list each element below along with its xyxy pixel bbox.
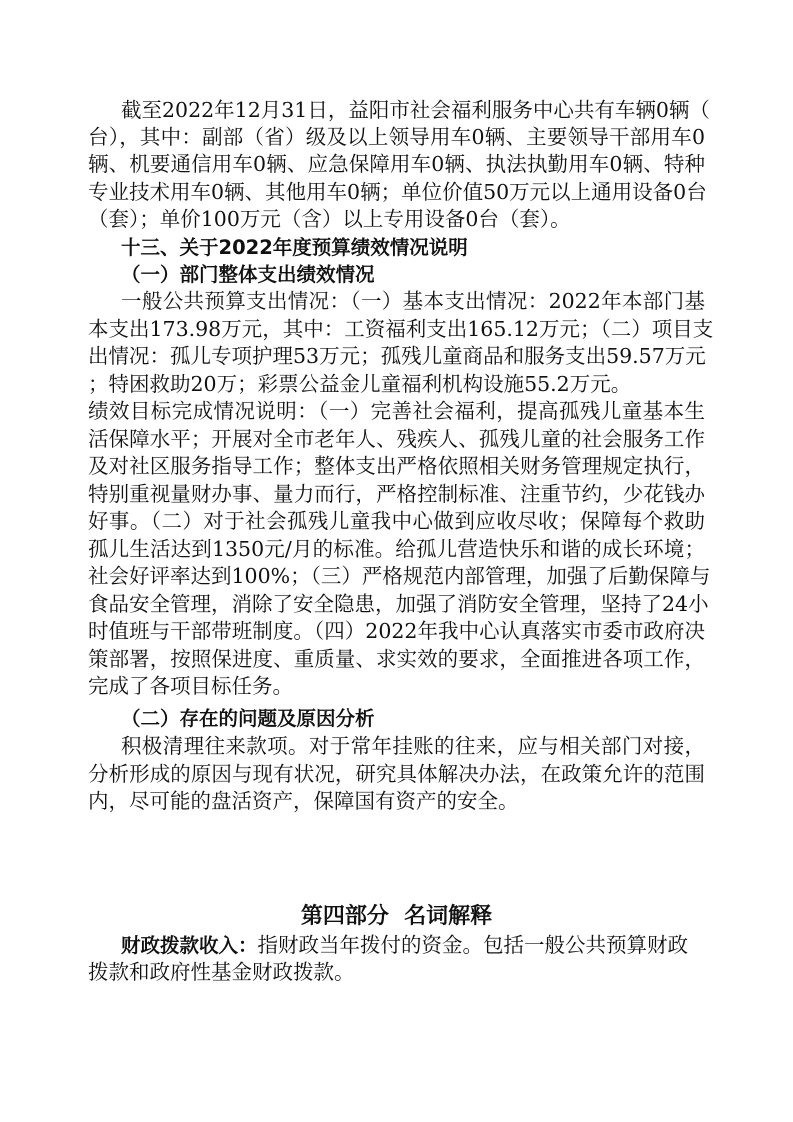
paragraph-line: 内，尽可能的盘活资产，保障国有资产的安全。: [88, 789, 519, 813]
paragraph-line: 完成了各项目标任务。: [88, 674, 293, 698]
paragraph-line: 辆、机要通信用车0辆、应急保障用车0辆、执法执勤用车0辆、特种: [88, 152, 705, 176]
section-heading: 十三、关于2022年度预算绩效情况说明: [121, 236, 468, 259]
paragraph-line: 好事。（二）对于社会孤残儿童我中心做到应收尽收；保障每个救助: [88, 509, 705, 533]
paragraph-line: 台），其中：副部（省）级及以上领导用车0辆、主要领导干部用车0: [88, 125, 705, 149]
paragraph-line: 一般公共预算支出情况：（一）基本支出情况：2022年本部门基: [121, 289, 705, 313]
definition-line: [121, 932, 705, 959]
paragraph-line: 特别重视量财办事、量力而行，严格控制标准、注重节约，少花钱办: [88, 482, 705, 506]
paragraph-line: 孤儿生活达到1350元/月的标准。给孤儿营造快乐和谐的成长环境；: [88, 537, 705, 561]
subsection-heading: （二）存在的问题及原因分析: [121, 707, 375, 730]
paragraph-line: 出情况：孤儿专项护理53万元；孤残儿童商品和服务支出59.57万元: [88, 344, 706, 368]
subsection-heading: （一）部门整体支出绩效情况: [121, 263, 375, 286]
paragraph-line: 时值班与干部带班制度。（四）2022年我中心认真落实市委市政府决: [88, 619, 705, 643]
term-label: 财政拨款收入：: [121, 934, 258, 957]
paragraph-line: 积极清理往来款项。对于常年挂账的往来，应与相关部门对接，: [121, 734, 705, 758]
paragraph-line: 截至2022年12月31日，益阳市社会福利服务中心共有车辆0辆（: [121, 98, 710, 122]
paragraph-line: 分析形成的原因与现有状况，研究具体解决办法，在政策允许的范围: [88, 762, 705, 786]
paragraph-line: 策部署，按照保进度、重质量、求实效的要求，全面推进各项工作，: [88, 647, 705, 671]
part-title: 第四部分 名词解释: [300, 904, 493, 929]
paragraph-line: ；特困救助20万；彩票公益金儿童福利机构设施55.2万元。: [88, 372, 632, 396]
paragraph-line: 食品安全管理，消除了安全隐患，加强了消防安全管理，坚持了24小: [88, 592, 709, 616]
paragraph-line: 及对社区服务指导工作；整体支出严格依照相关财务管理规定执行，: [88, 454, 705, 478]
term-definition: 指财政当年拨付的资金。包括一般公共预算财政: [257, 933, 689, 957]
paragraph-line: （套）；单价100万元（含）以上专用设备0台（套）。: [88, 207, 571, 231]
paragraph-line: 专业技术用车0辆、其他用车0辆；单位价值50万元以上通用设备0台: [88, 180, 707, 204]
definition-line: 拨款和政府性基金财政拨款。: [88, 960, 355, 984]
paragraph-line: 本支出173.98万元，其中：工资福利支出165.12万元；（二）项目支: [88, 317, 714, 341]
paragraph-line: 活保障水平；开展对全市老年人、残疾人、孤残儿童的社会服务工作: [88, 427, 705, 451]
paragraph-line: 社会好评率达到100%；（三）严格规范内部管理，加强了后勤保障与: [88, 564, 711, 588]
paragraph-line: 绩效目标完成情况说明：（一）完善社会福利，提高孤残儿童基本生: [88, 399, 705, 423]
